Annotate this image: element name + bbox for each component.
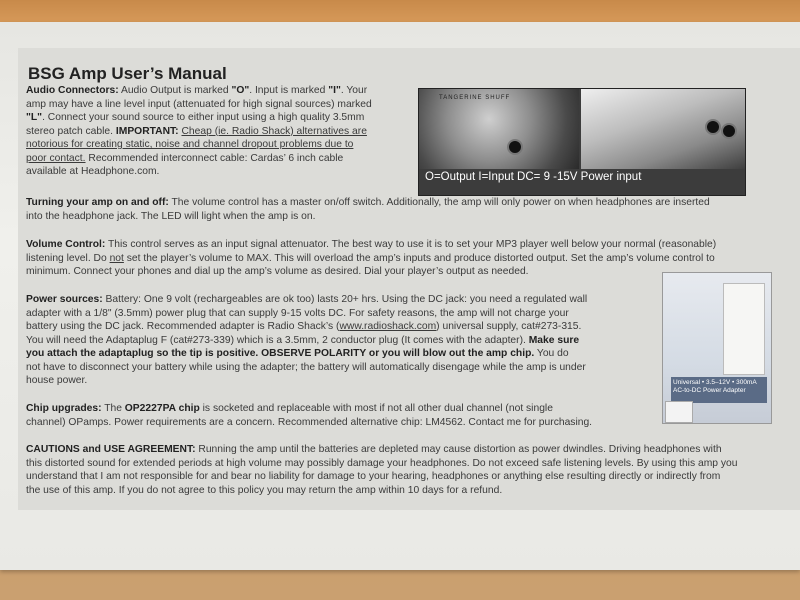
radioshack-link: www.radioshack.com [339,321,437,332]
text-line: house power. [26,375,88,386]
power-adapter-photo [662,272,772,424]
adapter-label: Universal • 3.5–12V • 300mA AC-to-DC Power Adapter [671,377,767,403]
text: . Input is marked [249,85,329,96]
photo-logo: TANGERINE SHUFF [439,95,511,101]
polarity-warning: you attach the adaptaplug so the tip is positive. OBSERVE POLARITY or you will blow out the amp chip. [26,348,535,359]
text-line: adapter with a 1/8" (3.5mm) power plug that can supply 9-15 volts DC. For safety reasons, the amp will not charge your [26,307,569,319]
amp-photo-left [419,89,579,169]
audio-connectors-section [26,84,372,179]
text: You will need the Adaptaplug F (cat#273-339) which is a 3.5mm, 2 conductor plug (It comes with the adapter). [26,334,529,346]
audio-jack-icon [507,139,523,155]
caution-heading: CAUTIONS and USE AGREEMENT: [26,444,196,455]
text: The volume control has a master on/off switch. Additionally, the amp will only power on when headphones are inserted [168,197,710,208]
polarity-warning: Make sure [528,334,580,346]
text: . Connect your sound source to either input using a high quality 3.5mm [42,112,365,123]
warning-text: poor contact. [26,152,86,164]
text: The [101,403,125,414]
text: Battery: One 9 volt (rechargeables are ok too) lasts 20+ hrs. Using the DC jack: you need a regulated wall [102,294,588,305]
text: Running the amp until the batteries are depleted may cause distortion as power dwindles. Driving headphones with [195,444,722,455]
output-mark: "O" [231,85,250,96]
amp-connectors-photo [418,88,746,196]
adapter-package [723,283,765,375]
volume-section [26,238,716,279]
power-heading: Power sources: [26,294,103,305]
chip-heading: Chip upgrades: [26,403,102,414]
manual-title: BSG Amp User’s Manual [28,64,227,83]
photo-caption: O=Output I=Input DC= 9 -15V Power input [425,171,642,183]
warning-text: notorious for creating static, noise and channel dropout problems due to [26,139,354,150]
text: ) universal supply, cat#273-315. [436,321,582,332]
text: listening level. Do [26,252,110,264]
volume-heading: Volume Control: [26,239,106,250]
input-mark: "I" [328,85,341,96]
text-line: into the headphone jack. The LED will light when the amp is on. [26,210,316,222]
text-line: available at Headphone.com. [26,166,160,177]
text: is socketed and replaceable with most if not all other dual channel (not single [199,403,553,414]
line-mark: "L" [26,112,43,123]
text: This control serves as an input signal attenuator. The best way to use it is to set your MP3 player well below your normal (reasonable) [105,239,717,250]
text-line: minimum. Connect your phones and dial up the amp’s volume as desired. Dial your player’s output as needed. [26,266,529,277]
text-line: not have to disconnect your battery while using the adapter; the battery will automatically disengage while the amp is under [26,361,586,373]
important-label: IMPORTANT: [115,125,179,137]
emphasis: not [109,252,124,264]
warning-text: Cheap (ie. Radio Shack) alternatives are [181,125,367,137]
text: stereo patch cable. [26,125,116,137]
text-line: the use of this amp. If you do not agree to this policy you may return the amp within 10 days for a refund. [26,484,503,496]
cautions-section [26,443,737,497]
amp-photo-right [581,89,745,169]
text-line: channel) OPamps. Power requirements are a concern. Recommended alternative chip: LM4562. Contact me for purchasing. [26,416,593,428]
chip-name: OP2227PA chip [124,403,200,414]
power-switch-section [26,196,710,223]
power-sources-section [26,293,587,388]
chip-upgrades-section [26,402,592,429]
text: You do [534,348,569,359]
text-line: understand that I am not responsible for and bear no liability for damage to your hearing, headphones or anything else resulting directly or indirectly from [26,471,721,482]
text: . Your [340,85,368,96]
text-line: amp may have a line level input (attenuated for high signal sources) marked [26,98,372,110]
input-jack-icon [721,123,737,139]
text-line: this distorted sound for extended periods at high volume may possibly damage your headphones. Do not exceed safe listening levels. By using this amp you [26,457,738,469]
turning-heading: Turning your amp on and off: [26,197,169,208]
adapter-plug [665,401,693,423]
dc-jack-icon [705,119,721,135]
text: Audio Output is marked [118,85,232,96]
text: Recommended interconnect cable: Cardas’ 6 inch cable [85,152,344,164]
text: battery using the DC jack. Recommended adapter is Radio Shack’s ( [26,321,340,332]
text: set the player’s volume to MAX. This will overload the amp’s inputs and produce distorted output. Set the amp’s volume control to [123,252,715,264]
audio-heading: Audio Connectors: [26,85,119,96]
